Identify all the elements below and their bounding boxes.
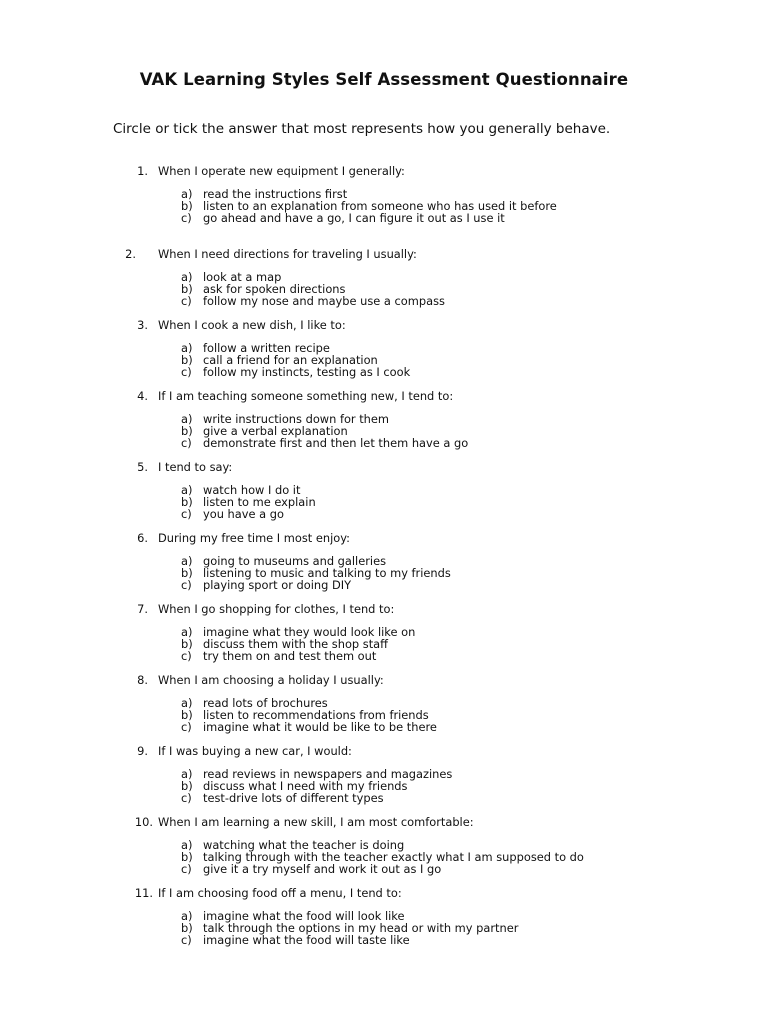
- option-letter: a): [181, 187, 193, 201]
- question-text: When I go shopping for clothes, I tend to:: [158, 602, 395, 616]
- option-text: talk through the options in my head or with my partner: [203, 921, 519, 935]
- option-letter: a): [181, 838, 193, 852]
- option-text: read the instructions first: [203, 187, 348, 201]
- option-letter: c): [181, 791, 192, 805]
- question-text: When I am learning a new skill, I am most comfortable:: [158, 815, 474, 829]
- option-text: read lots of brochures: [203, 696, 328, 710]
- option-letter: c): [181, 211, 192, 225]
- option-text: you have a go: [203, 507, 284, 521]
- option-letter: a): [181, 412, 193, 426]
- option-text: write instructions down for them: [203, 412, 390, 426]
- option-letter: b): [181, 282, 193, 296]
- option-letter: a): [181, 625, 193, 639]
- question-text: When I cook a new dish, I like to:: [158, 318, 346, 332]
- question-number: 10.: [134, 815, 153, 829]
- option-letter: b): [181, 921, 193, 935]
- question-number: 11.: [134, 886, 153, 900]
- option-text: follow my nose and maybe use a compass: [203, 294, 445, 308]
- option-text: talking through with the teacher exactly what I am supposed to do: [203, 850, 584, 864]
- option-text: playing sport or doing DIY: [203, 578, 352, 592]
- question-number: 3.: [137, 318, 148, 332]
- question-number: 7.: [137, 602, 148, 616]
- option-letter: c): [181, 720, 192, 734]
- option-text: imagine what they would look like on: [203, 625, 416, 639]
- option-letter: b): [181, 424, 193, 438]
- option-letter: a): [181, 554, 193, 568]
- option-text: watch how I do it: [203, 483, 301, 497]
- option-text: call a friend for an explanation: [203, 353, 378, 367]
- option-letter: c): [181, 649, 192, 663]
- option-text: ask for spoken directions: [203, 282, 346, 296]
- question-number: 4.: [137, 389, 148, 403]
- option-letter: a): [181, 696, 193, 710]
- option-letter: b): [181, 495, 193, 509]
- option-letter: a): [181, 270, 193, 284]
- question-text: If I am teaching someone something new, I tend to:: [158, 389, 454, 403]
- option-letter: b): [181, 850, 193, 864]
- option-text: look at a map: [203, 270, 282, 284]
- option-letter: a): [181, 909, 193, 923]
- option-text: follow my instincts, testing as I cook: [203, 365, 411, 379]
- page-title: VAK Learning Styles Self Assessment Questionnaire: [139, 70, 629, 89]
- question-text: When I am choosing a holiday I usually:: [158, 673, 384, 687]
- option-letter: c): [181, 507, 192, 521]
- option-letter: c): [181, 294, 192, 308]
- question-text: When I operate new equipment I generally:: [158, 164, 405, 178]
- instructions-text: Circle or tick the answer that most represents how you generally behave.: [113, 121, 611, 137]
- question-text: If I was buying a new car, I would:: [158, 744, 352, 758]
- option-text: listening to music and talking to my friends: [203, 566, 451, 580]
- option-text: going to museums and galleries: [203, 554, 387, 568]
- option-text: demonstrate first and then let them have a go: [203, 436, 469, 450]
- option-letter: c): [181, 933, 192, 947]
- option-text: watching what the teacher is doing: [203, 838, 405, 852]
- option-letter: b): [181, 199, 193, 213]
- question-text: During my free time I most enjoy:: [158, 531, 350, 545]
- option-letter: b): [181, 637, 193, 651]
- option-letter: b): [181, 353, 193, 367]
- question-number: 2.: [125, 247, 136, 261]
- option-letter: c): [181, 365, 192, 379]
- question-number: 1.: [137, 164, 148, 178]
- option-letter: c): [181, 862, 192, 876]
- question-number: 9.: [137, 744, 148, 758]
- option-text: give a verbal explanation: [203, 424, 348, 438]
- option-text: imagine what the food will look like: [203, 909, 405, 923]
- option-text: go ahead and have a go, I can figure it out as I use it: [203, 211, 505, 225]
- option-letter: c): [181, 436, 192, 450]
- question-text: If I am choosing food off a menu, I tend to:: [158, 886, 402, 900]
- option-letter: a): [181, 483, 193, 497]
- question-text: When I need directions for traveling I usually:: [158, 247, 417, 261]
- option-text: imagine what it would be like to be there: [203, 720, 437, 734]
- question-number: 6.: [137, 531, 148, 545]
- option-text: give it a try myself and work it out as I go: [203, 862, 442, 876]
- option-letter: b): [181, 708, 193, 722]
- option-text: imagine what the food will taste like: [203, 933, 410, 947]
- option-text: try them on and test them out: [203, 649, 377, 663]
- option-text: listen to recommendations from friends: [203, 708, 429, 722]
- question-text: I tend to say:: [158, 460, 233, 474]
- option-text: follow a written recipe: [203, 341, 330, 355]
- option-letter: b): [181, 779, 193, 793]
- question-number: 5.: [137, 460, 148, 474]
- option-letter: c): [181, 578, 192, 592]
- option-text: read reviews in newspapers and magazines: [203, 767, 453, 781]
- option-text: test-drive lots of different types: [203, 791, 384, 805]
- option-text: listen to me explain: [203, 495, 316, 509]
- option-letter: b): [181, 566, 193, 580]
- option-text: discuss them with the shop staff: [203, 637, 389, 651]
- option-text: listen to an explanation from someone who has used it before: [203, 199, 557, 213]
- question-number: 8.: [137, 673, 148, 687]
- option-letter: a): [181, 767, 193, 781]
- option-letter: a): [181, 341, 193, 355]
- option-text: discuss what I need with my friends: [203, 779, 408, 793]
